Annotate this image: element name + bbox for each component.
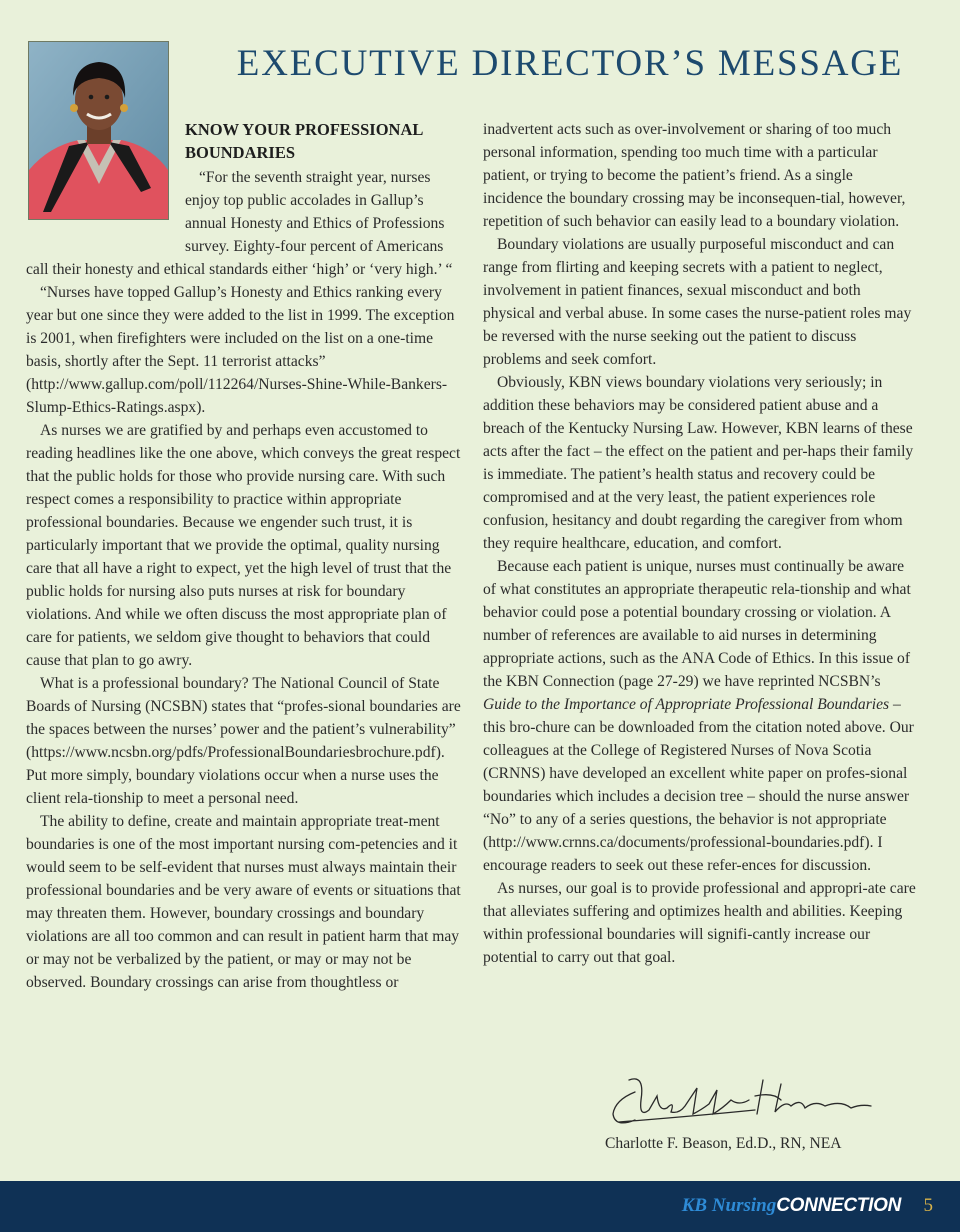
article-left-column bbox=[26, 118, 463, 994]
signature-image bbox=[605, 1070, 885, 1132]
brand-kb-nursing: KB Nursing bbox=[681, 1195, 777, 1216]
page-title: EXECUTIVE DIRECTOR’S MESSAGE bbox=[236, 43, 904, 84]
page-number: 5 bbox=[923, 1195, 933, 1216]
publication-brand bbox=[682, 1191, 901, 1221]
handwritten-signature bbox=[605, 1070, 885, 1132]
article-paragraph: “For the seventh straight year, nurses enjoy top public accolades in Gallup’s annual Honesty and Ethics of Professions survey. Eighty-four percent of Americans call their honesty and ethical standards either ‘high’ or ‘very high.’ “ bbox=[26, 169, 453, 278]
footer-bar bbox=[0, 1181, 960, 1232]
paragraph-text: Because each patient is unique, nurses must continually be aware of what constitutes an appropriate therapeutic rela-tionship and what behavior could pose a potential boundary crossing or violation. A number of references are available to aid nurses in determining appropriate actions, such as the ANA Code of Ethics. In this issue of the KBN Connection (page 27-29) we have reprinted NCSBN’s bbox=[483, 558, 911, 690]
brand-connection: CONNECTION bbox=[776, 1195, 901, 1216]
paragraph-text: – this bro-chure can be downloaded from the citation noted above. Our colleagues at the College of Registered Nurses of Nova Scotia (CRNNS) have developed an excellent white paper on profes-sional boundaries which includes a decision tree – should the nurse answer “No” to any of a series questions, the behavior is not appropriate (http://www.crnns.ca/documents/professional-boundaries.pdf). I encourage readers to seek out these refer-ences for discussion. bbox=[483, 696, 914, 874]
article-paragraph: As nurses we are gratified by and perhaps even accustomed to reading headlines like the one above, which conveys the great respect that the public holds for those who provide nursing care. With such respect comes a responsibility to practice within appropriate professional boundaries. Because we engender such trust, it is particularly important that we provide the optimal, quality nursing care that all have a right to expect, yet the high level of trust that the public holds for nursing also puts nurses at risk for boundary violations. And while we often discuss the most appropriate plan of care for patients, we seldom give thought to behaviors that could cause that plan to go awry. bbox=[26, 422, 461, 669]
cited-publication-title: Guide to the Importance of Appropriate Professional Boundaries bbox=[483, 696, 890, 713]
signatory-name: Charlotte F. Beason, Ed.D., RN, NEA bbox=[605, 1135, 842, 1152]
article-paragraph: Boundary violations are usually purposeful misconduct and can range from flirting and keeping secrets with a patient to neglect, involvement in patient finances, sexual misconduct and both physical and verbal abuse. In some cases the nurse-patient roles may be reversed with the nurse seeking out the patient to discuss problems and seek comfort. bbox=[483, 236, 912, 368]
article-paragraph: “Nurses have topped Gallup’s Honesty and Ethics ranking every year but one since they were added to the list in 1999. The exception is 2001, when firefighters were included on the list on a one-time basis, shortly after the Sept. 11 terrorist attacks” (http://www.gallup.com/poll/112264/Nurses-Shine-While-Bankers-Slump-Ethics-Ratings.aspx). bbox=[26, 284, 455, 416]
article-paragraph: Obviously, KBN views boundary violations very seriously; in addition these behaviors may be considered patient abuse and a breach of the Kentucky Nursing Law. However, KBN learns of these acts after the fact – the effect on the patient and per-haps their family is immediate. The patient’s health status and recovery could be compromised and at the very least, the patient experiences role confusion, hesitancy and doubt regarding the caregiver from whom they require healthcare, education, and comfort. bbox=[483, 374, 914, 552]
article-paragraph: inadvertent acts such as over-involvement or sharing of too much personal information, spending too much time with a particular patient, or trying to become the patient’s friend. As a single incidence the boundary crossing may be inconsequen-tial, however, repetition of such behavior can easily lead to a boundary violation. bbox=[483, 121, 906, 230]
article-paragraph bbox=[483, 555, 916, 877]
article-paragraph: The ability to define, create and maintain appropriate treat-ment boundaries is one of the most important nursing com-petencies and it would seem to be self-evident that nurses must always maintain their professional boundaries and be very aware of events or situations that may threaten them. However, boundary crossings and boundary violations are all too common and can result in patient harm that may or may not be verbalized by the patient, or may or may not be observed. Boundary crossings can arise from thoughtless or bbox=[26, 813, 461, 991]
article-paragraph: As nurses, our goal is to provide professional and appropri-ate care that alleviates suffering and optimizes health and abilities. Keeping within professional boundaries will signifi-cantly increase our potential to carry out that goal. bbox=[483, 880, 916, 966]
portrait-wrap-spacer bbox=[26, 118, 185, 258]
article-paragraph: What is a professional boundary? The National Council of State Boards of Nursing (NCSBN) states that “profes-sional boundaries are the spaces between the nurses’ power and the patient’s vulnerability” (https://www.ncsbn.org/pdfs/ProfessionalBoundariesbrochure.pdf). Put more simply, boundary violations occur when a nurse uses the client rela-tionship to meet a personal need. bbox=[26, 675, 461, 807]
article-right-column bbox=[483, 118, 916, 969]
article-heading: KNOW YOUR PROFESSIONAL BOUNDARIES bbox=[185, 120, 423, 162]
